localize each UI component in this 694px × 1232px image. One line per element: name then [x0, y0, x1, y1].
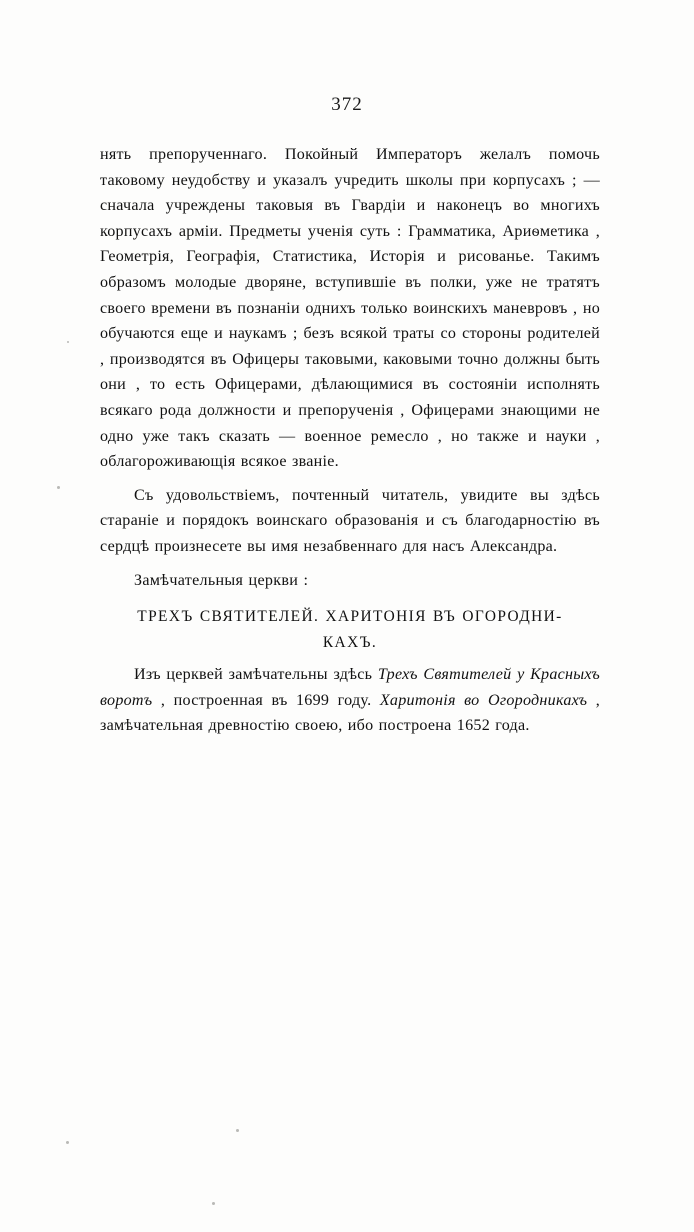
page-body: [100, 142, 600, 739]
section-heading-line-2: КАХЪ.: [322, 633, 378, 651]
paper-speck: [212, 1202, 215, 1205]
paper-speck: [66, 1141, 69, 1144]
paragraph-church-description: [100, 662, 600, 739]
section-heading-line-1: ТРЕХЪ СВЯТИТЕЛЕЙ. ХАРИТОНIЯ ВЪ ОГОРОДНИ-: [137, 608, 563, 626]
run-italic-2: Харитонiя во Огородникахъ: [379, 691, 588, 709]
sub-caption-remarkable-churches: Замѣчательныя церкви :: [134, 571, 309, 589]
paragraph-address-to-reader: Съ удовольствiемъ, почтенный читатель, увидите вы здѣсь старанiе и порядокъ воинскаго образованiя и съ благодарностiю въ сердцѣ произнесете вы имя незабвеннаго для насъ Александра.: [100, 486, 600, 555]
run-plain-2: , построенная въ 1699 году.: [152, 691, 380, 709]
paper-speck: [236, 1129, 239, 1132]
paper-speck: [67, 341, 69, 343]
section-heading: [100, 604, 600, 655]
paper-speck: [57, 486, 60, 489]
paragraph-continuation: нять препорученнаго. Покойный Императоръ желалъ помочь таковому неудобству и указалъ учредить школы при корпусахъ ; — сначала учреждены таковыя въ Гвардiи и наконецъ во многихъ корпусахъ армiи. Предметы ученiя суть : Грамматика, Ариѳметика , Геометрiя, Географiя, Статистика, Исторiя и рисованье. Такимъ образомъ молодые дворяне, вступившiе въ полки, уже не тратятъ своего времени въ познанiи однихъ только воинскихъ маневровъ , но обучаются еще и наукамъ ; безъ всякой траты со стороны родителей , производятся въ Офицеры таковыми, каковыми точно должны быть они , то есть Офицерами, дѣлающимися въ состоянiи исполнять всякаго рода должности и препорученiя , Офицерами знающими не одно уже такъ сказать — военное ремесло , но также и науки , облагороживающiя всякое званiе.: [100, 146, 600, 471]
run-italic-1: Трехъ Святителей у Красныхъ воротъ: [100, 666, 601, 709]
run-plain-1: Изъ церквей замѣчательны здѣсь: [134, 666, 378, 684]
page-number: 372: [331, 94, 363, 115]
run-plain-3: , замѣчательная древностiю своею, ибо построена 1652 года.: [100, 691, 600, 735]
